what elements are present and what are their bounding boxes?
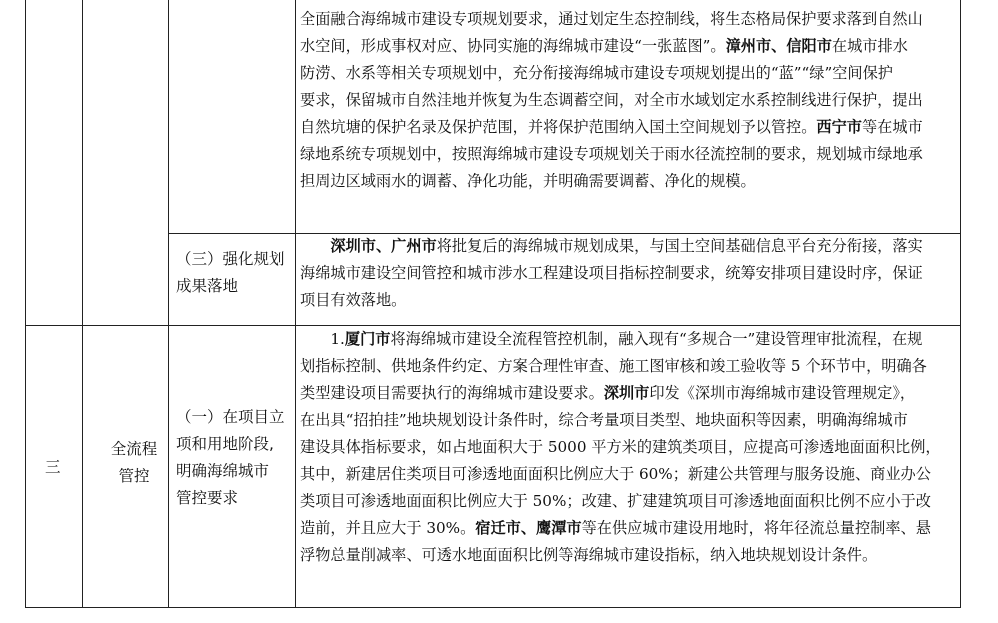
row3-content-line — [300, 380, 952, 407]
text-run: 自然坑塘的保护名录及保护范围，并将保护范围纳入国土空间规划予以管控。 — [300, 118, 817, 136]
text-run: 在城市排水 — [831, 37, 908, 55]
text-run: 海绵城市建设空间管控和城市涉水工程建设项目指标控制要求，统筹安排项目建设时序，保证 — [300, 264, 923, 282]
text-run: 项目有效落地。 — [300, 291, 407, 309]
city-name-highlight: 深圳市、广州市 — [330, 237, 437, 255]
text-run: 将海绵城市建设全流程管控机制，融入现有“多规合一”建设管理审批流程，在规 — [390, 330, 923, 348]
row2-label-line: 成果落地 — [176, 277, 239, 295]
text-run: 绿地系统专项规划中，按照海绵城市建设专项规划关于雨水径流控制的要求，规划城市绿地承 — [300, 145, 923, 163]
city-name-highlight: 深圳市 — [603, 384, 650, 402]
text-run: 全面融合海绵城市建设专项规划要求，通过划定生态控制线，将生态格局保护要求落到自然山 — [300, 10, 923, 28]
row3-content-line — [300, 434, 952, 461]
text-run: 要求，保留城市自然洼地并恢复为生态调蓄空间，对全市水域划定水系控制线进行保护，提出 — [300, 91, 923, 109]
text-run: 在出具“招拍挂”地块规划设计条件时，综合考量项目类型、地块面积等因素，明确海绵城市 — [300, 411, 908, 429]
row3-content-line — [300, 407, 952, 434]
row2-content-line — [300, 287, 952, 314]
row1-content-line — [300, 141, 952, 168]
table-border-right — [960, 0, 961, 608]
text-run: 等在城市 — [861, 118, 923, 136]
text-run: 1. — [300, 330, 345, 348]
text-run: 造前，并且应大于 30%。 — [300, 519, 476, 537]
text-run: 其中，新建居住类项目可渗透地面面积比例应大于 60%；新建公共管理与服务设施、商业办公 — [300, 465, 931, 483]
table-border-left — [25, 0, 26, 608]
row3-content-line — [300, 542, 952, 569]
row1-content-line — [300, 6, 952, 33]
text-run: 类项目可渗透地面面积比例应大于 50%；改建、扩建建筑项目可渗透地面面积比例不应小于改 — [300, 492, 931, 510]
text-run: 浮物总量削减率、可透水地面面积比例等海绵城市建设指标，纳入地块规划设计条件。 — [300, 546, 878, 564]
section-title-line: 管控 — [118, 467, 150, 485]
row3-content — [300, 326, 952, 569]
row3-label-line: （一）在项目立 — [176, 408, 285, 426]
row3-label-line: 管控要求 — [176, 489, 239, 507]
city-name-highlight: 漳州市、信阳市 — [725, 37, 832, 55]
row2-content — [300, 233, 952, 314]
row3-content-line — [300, 461, 952, 488]
text-run: 划指标控制、供地条件约定、方案合理性审查、施工图审核和竣工验收等 5 个环节中，明确各 — [300, 357, 927, 375]
row3-label-line: 项和用地阶段, — [176, 435, 274, 453]
row1-content-line — [300, 87, 952, 114]
row3-content-line — [300, 515, 952, 542]
section-title — [104, 436, 164, 490]
row1-content — [300, 6, 952, 195]
row3-content-line — [300, 353, 952, 380]
row1-content-line — [300, 60, 952, 87]
row3-label-line: 明确海绵城市 — [176, 462, 270, 480]
city-name-highlight: 西宁市 — [816, 118, 862, 136]
table-divider-col1 — [82, 0, 83, 608]
text-run: 担周边区域雨水的调蓄、净化功能，并明确需要调蓄、净化的规模。 — [300, 172, 756, 190]
table-border-bottom — [25, 607, 961, 608]
table-divider-col2 — [168, 0, 169, 608]
row3-content-line — [300, 326, 952, 353]
row2-label — [176, 246, 291, 300]
text-run: 水空间，形成事权对应、协同实施的海绵城市建设“一张蓝图”。 — [300, 37, 726, 55]
row3-content-line — [300, 488, 952, 515]
section-number: 三 — [45, 458, 61, 476]
text-run: 将批复后的海绵城市规划成果，与国土空间基础信息平台充分衔接，落实 — [436, 237, 923, 255]
text-run — [300, 237, 330, 255]
row1-content-line — [300, 168, 952, 195]
text-run: 防涝、水系等相关专项规划中，充分衔接海绵城市建设专项规划提出的“蓝”“绿”空间保护 — [300, 64, 893, 82]
row3-label — [176, 404, 291, 512]
row2-content-line — [300, 260, 952, 287]
city-name-highlight: 厦门市 — [344, 330, 391, 348]
row1-content-line — [300, 114, 952, 141]
text-run: 等在供应城市建设用地时，将年径流总量控制率、悬 — [581, 519, 931, 537]
city-name-highlight: 宿迁市、鹰潭市 — [475, 519, 582, 537]
row2-label-line: （三）强化规划 — [176, 250, 285, 268]
text-run: 建设具体指标要求，如占地面积大于 5000 平方米的建筑类项目，应提高可渗透地面面积比例， — [300, 438, 941, 456]
text-run: 印发《深圳市海绵城市建设管理规定》， — [649, 384, 916, 402]
row2-content-line — [300, 233, 952, 260]
section-title-line: 全流程 — [110, 440, 158, 458]
row1-content-line — [300, 33, 952, 60]
table-divider-col3 — [295, 0, 296, 608]
text-run: 类型建设项目需要执行的海绵城市建设要求。 — [300, 384, 604, 402]
